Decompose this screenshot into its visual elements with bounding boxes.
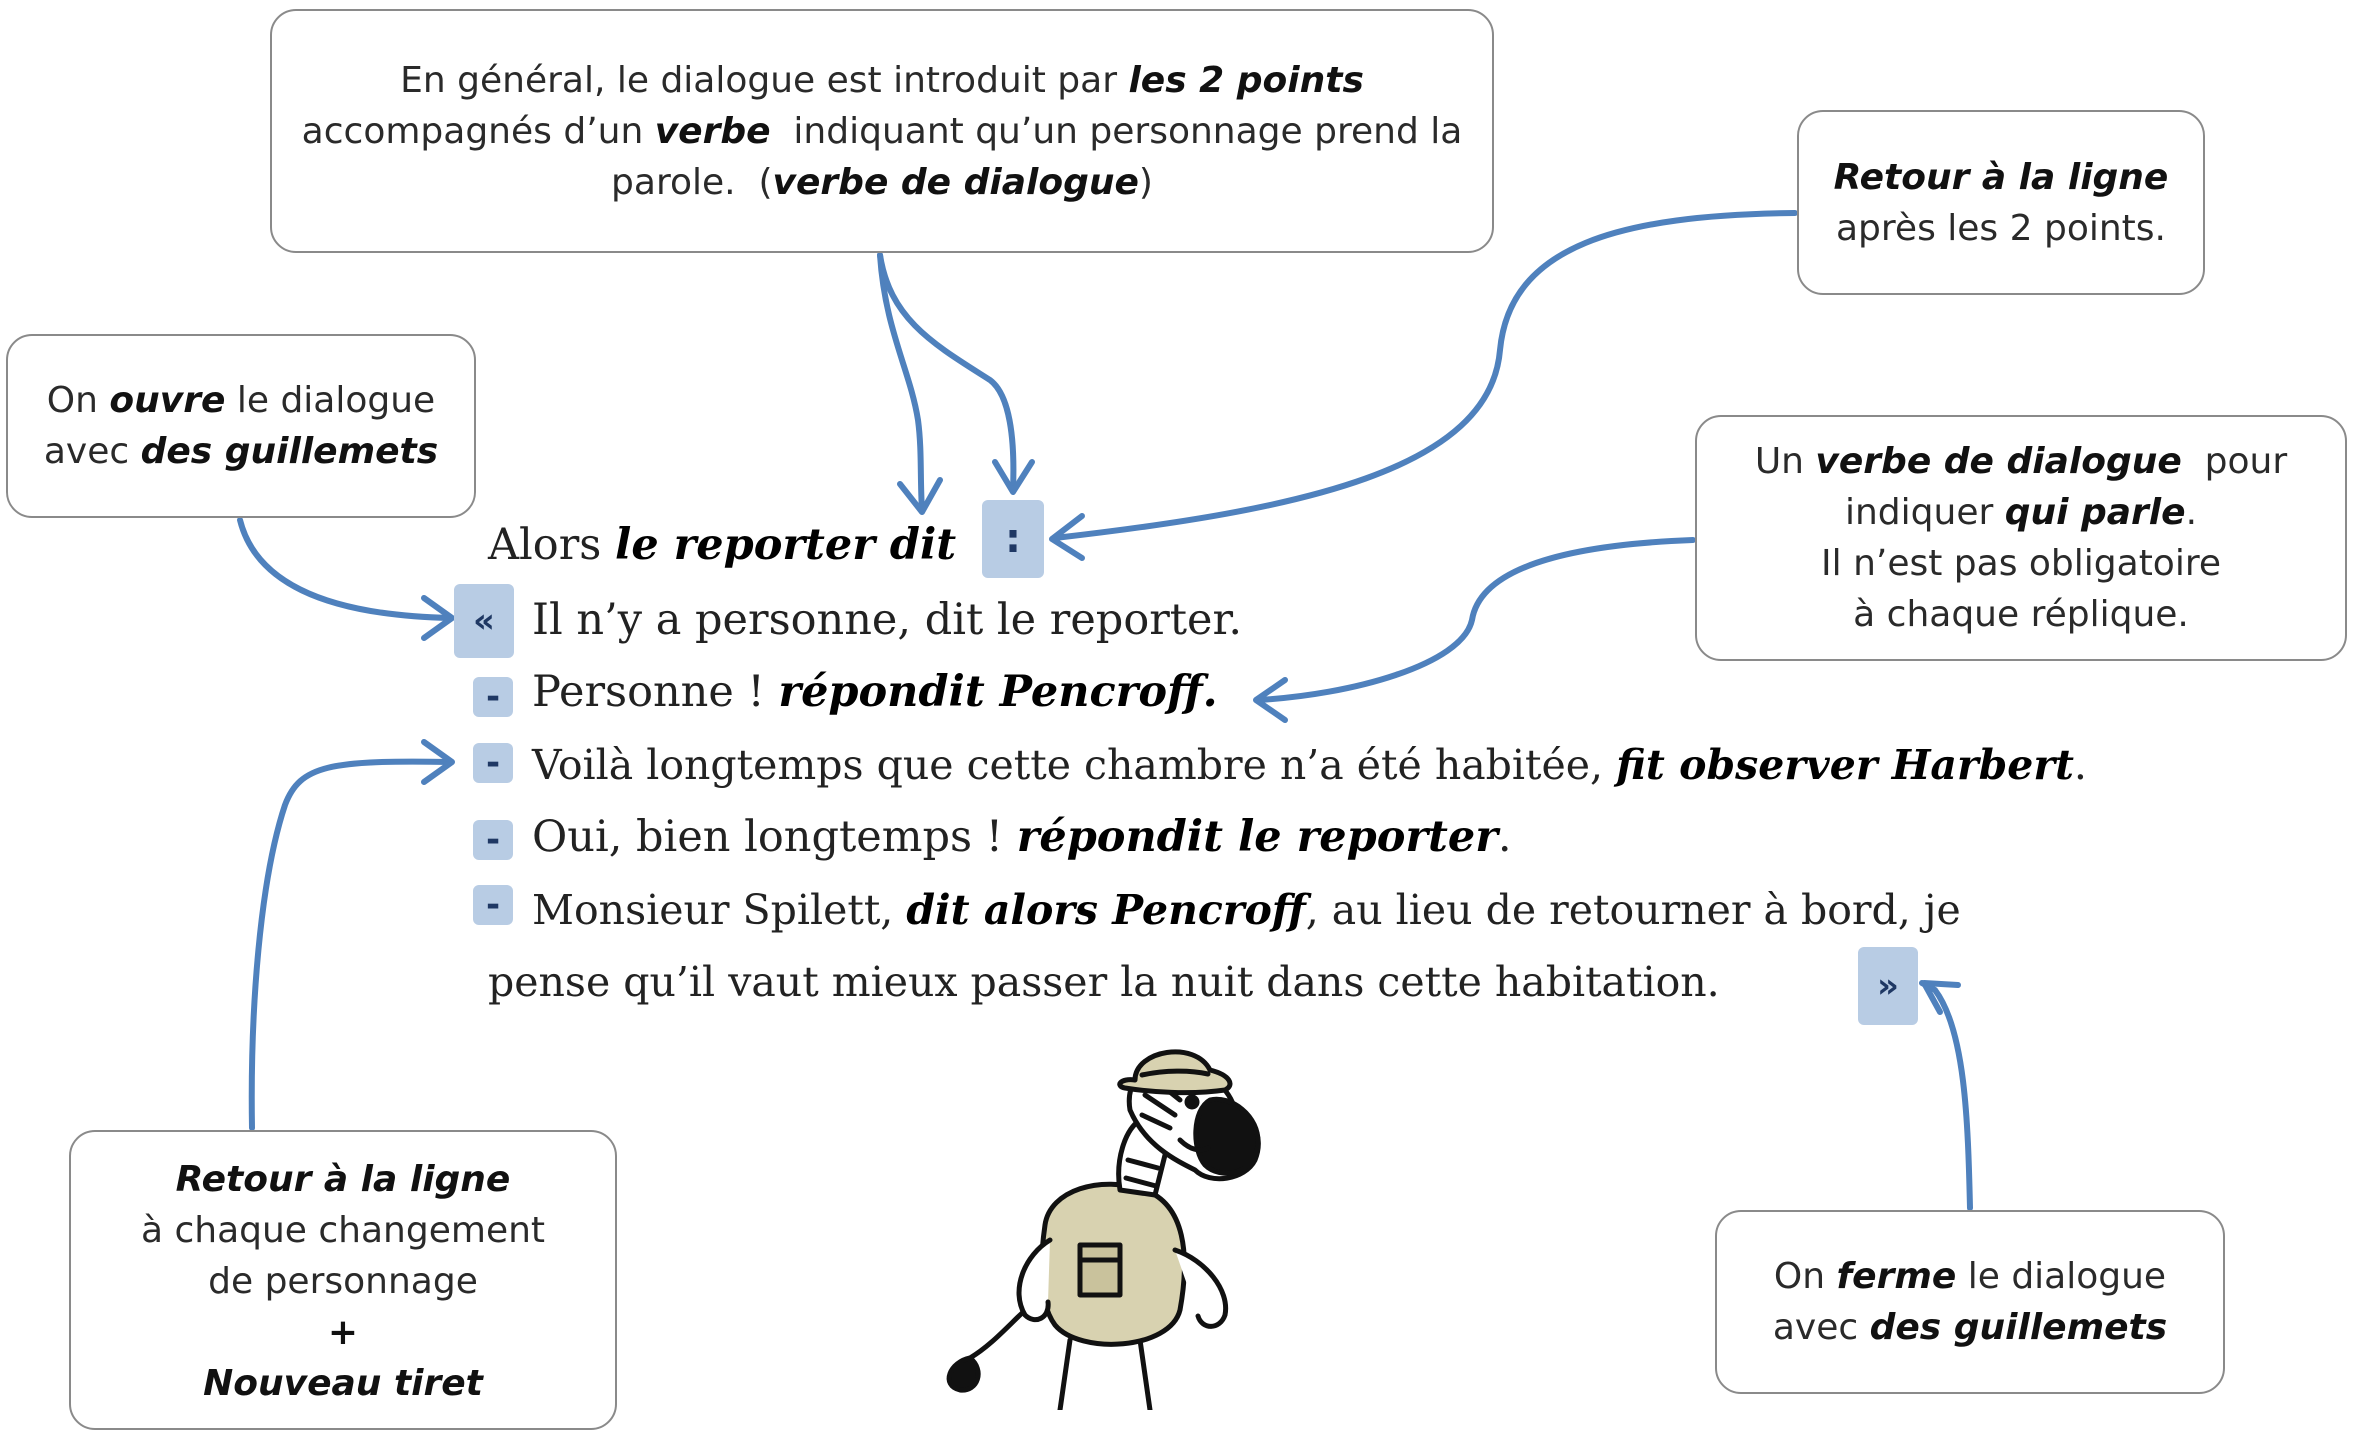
callout-text: à chaque réplique. — [1853, 594, 2189, 635]
arrow-retour-to-colon — [1055, 213, 1795, 538]
callout-bold: Retour à la ligne — [1833, 156, 2169, 198]
callout-text: . — [2185, 492, 2198, 533]
dash-mark: - — [473, 885, 513, 925]
callout-text: le dialogue — [1956, 1256, 2167, 1297]
close-quote-mark: » — [1858, 947, 1918, 1025]
callout-text: après les 2 points. — [1836, 207, 2166, 249]
callout-bold: ferme — [1836, 1256, 1957, 1297]
callout-text: avec — [1772, 1307, 1870, 1348]
arrow-top-to-colon — [880, 255, 1013, 490]
callout-text: accompagnés d’un — [301, 110, 655, 152]
callout-ferme — [1715, 1210, 2225, 1394]
callout-introduction — [270, 9, 1494, 253]
callout-bold: ouvre — [109, 380, 226, 421]
dialogue-text: Personne ! — [532, 667, 779, 717]
callout-text: avec — [43, 431, 141, 472]
dialogue-verb: répondit le reporter — [1016, 812, 1498, 862]
callout-bold: des guillemets — [1869, 1307, 2168, 1348]
callout-text: ) — [1138, 161, 1153, 203]
zebra-explorer-illustration — [930, 1040, 1350, 1410]
callout-bold: des guillemets — [140, 431, 439, 472]
dialogue-line-6 — [488, 952, 1720, 1012]
callout-text: indiquer — [1844, 492, 2005, 533]
callout-text: pour — [2181, 441, 2288, 482]
callout-text: Un — [1754, 441, 1816, 482]
dialogue-text: Voilà longtemps que cette chambre n’a été habitée, — [532, 741, 1617, 789]
arrow-verbe-to-pencroff — [1258, 540, 1693, 700]
callout-plus: + — [327, 1312, 359, 1353]
dialogue-text: Monsieur Spilett, — [532, 886, 907, 934]
dialogue-line-3 — [532, 735, 2087, 795]
dialogue-line-intro — [488, 515, 956, 575]
callout-bold: Nouveau tiret — [203, 1363, 483, 1404]
arrow-ouvre-to-quote — [240, 520, 450, 618]
callout-bold: verbe de dialogue — [1815, 441, 2182, 482]
dialogue-verb: répondit Pencroff. — [778, 667, 1218, 717]
callout-text: le dialogue — [225, 380, 436, 421]
callout-text: indiquant qu’un personnage prend la — [770, 110, 1463, 152]
dialogue-text: . — [1497, 812, 1512, 862]
dialogue-line-2 — [532, 662, 1218, 722]
callout-text: En général, le dialogue est introduit par — [400, 59, 1129, 101]
dash-mark: - — [473, 820, 513, 860]
dialogue-text: , au lieu de retourner à bord, je — [1305, 886, 1961, 934]
callout-ouvre — [6, 334, 476, 518]
colon-mark: : — [982, 500, 1044, 578]
dialogue-text: . — [2073, 741, 2087, 789]
callout-bold: Retour à la ligne — [175, 1159, 511, 1200]
dialogue-text: Il n’y a personne, dit le reporter. — [532, 595, 1242, 645]
dialogue-text: Oui, bien longtemps ! — [532, 812, 1017, 862]
callout-text: Il n’est pas obligatoire — [1821, 543, 2221, 584]
arrow-top-to-verb — [880, 255, 922, 510]
callout-bold: qui parle — [2004, 492, 2186, 533]
callout-text: parole. ( — [611, 161, 773, 203]
dash-mark: - — [473, 743, 513, 783]
callout-text: à chaque changement — [140, 1210, 546, 1251]
callout-retour-points — [1797, 110, 2205, 295]
dialogue-verb: dit alors Pencroff — [906, 886, 1306, 934]
dialogue-verb: fit observer Harbert — [1616, 741, 2074, 789]
dialogue-line-5 — [532, 880, 1961, 940]
callout-bold: verbe de dialogue — [772, 161, 1139, 203]
dialogue-line-1 — [532, 590, 1242, 650]
callout-bold: verbe — [654, 110, 771, 152]
callout-text: On — [46, 380, 110, 421]
callout-retour-tiret — [69, 1130, 617, 1430]
arrow-retour-to-dash — [252, 762, 450, 1128]
callout-bold: les 2 points — [1128, 59, 1364, 101]
callout-text: de personnage — [208, 1261, 478, 1302]
arrow-ferme-to-quote — [1922, 983, 1970, 1208]
dialogue-text: Alors — [488, 520, 615, 570]
callout-verbe-dialogue — [1695, 415, 2347, 661]
open-quote-mark: « — [454, 584, 514, 658]
dialogue-verb: le reporter dit — [614, 520, 957, 570]
dialogue-text: pense qu’il vaut mieux passer la nuit dans cette habitation. — [488, 958, 1720, 1006]
dialogue-line-4 — [532, 807, 1512, 867]
dash-mark: - — [473, 677, 513, 717]
callout-text: On — [1773, 1256, 1837, 1297]
